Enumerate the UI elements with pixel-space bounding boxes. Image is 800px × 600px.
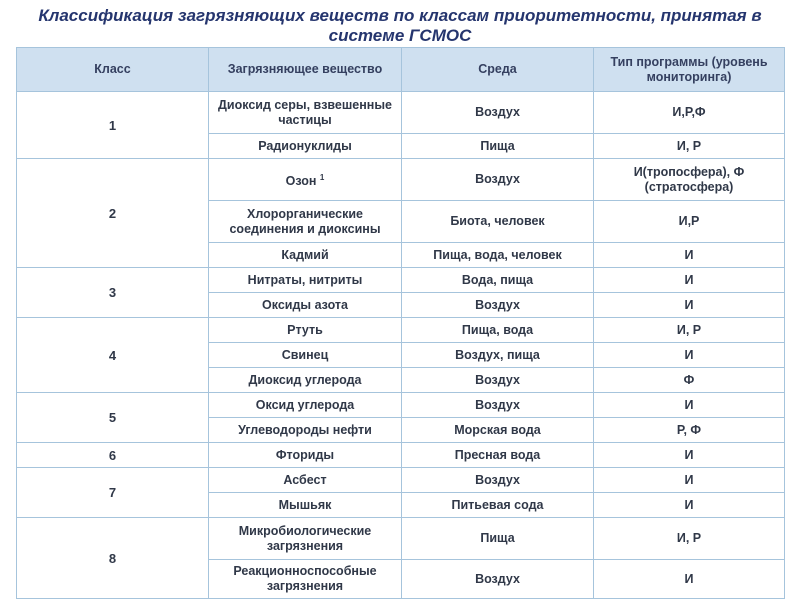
program-cell: И, Р [594,318,785,343]
class-cell: 3 [17,268,209,318]
header-program: Тип программы (уровень мониторинга) [594,48,785,92]
substance-cell: Фториды [209,443,402,468]
substance-cell: Кадмий [209,243,402,268]
program-cell: И [594,393,785,418]
program-cell: Р, Ф [594,418,785,443]
table-row [17,318,785,343]
class-cell: 4 [17,318,209,393]
program-cell: Ф [594,368,785,393]
program-cell: И(тропосфера), Ф (стратосфера) [594,159,785,201]
table-row [17,468,785,493]
substance-cell: Свинец [209,343,402,368]
medium-cell: Воздух [402,293,594,318]
page-title: Классификация загрязняющих веществ по классам приоритетности, принятая в системе ГСМОС [38,6,762,45]
substance-text: Озон [285,174,317,189]
medium-cell: Воздух [402,159,594,201]
substance-cell: Радионуклиды [209,134,402,159]
medium-cell: Воздух [402,92,594,134]
table-row [17,159,785,201]
program-cell: И, Р [594,134,785,159]
substance-cell: Диоксид углерода [209,368,402,393]
program-cell: И [594,243,785,268]
substance-cell: Хлорорганические соединения и диоксины [209,201,402,243]
class-cell: 1 [17,92,209,159]
class-cell: 8 [17,518,209,599]
substance-cell: Мышьяк [209,493,402,518]
medium-cell: Вода, пища [402,268,594,293]
substance-cell: Реакционноспособные загрязнения [209,560,402,599]
class-cell: 2 [17,159,209,268]
medium-cell: Воздух, пища [402,343,594,368]
substance-cell: Оксид углерода [209,393,402,418]
header-medium: Среда [402,48,594,92]
medium-cell: Воздух [402,468,594,493]
substance-cell: Асбест [209,468,402,493]
medium-cell: Воздух [402,368,594,393]
substance-cell: Оксиды азота [209,293,402,318]
table-row [17,92,785,134]
medium-cell: Воздух [402,560,594,599]
pollutant-classification-table [16,47,785,599]
program-cell: И, Р [594,518,785,560]
medium-cell: Пища [402,134,594,159]
medium-cell: Пища [402,518,594,560]
substance-cell: Ртуть [209,318,402,343]
table-row [17,268,785,293]
substance-cell [209,159,402,201]
medium-cell: Пресная вода [402,443,594,468]
class-cell: 7 [17,468,209,518]
program-cell: И [594,293,785,318]
program-cell: И,Р,Ф [594,92,785,134]
medium-cell: Морская вода [402,418,594,443]
medium-cell: Питьевая сода [402,493,594,518]
table-row [17,393,785,418]
class-cell: 6 [17,443,209,468]
medium-cell: Пища, вода [402,318,594,343]
program-cell: И [594,343,785,368]
program-cell: И [594,443,785,468]
table-row [17,518,785,560]
medium-cell: Пища, вода, человек [402,243,594,268]
table-row [17,443,785,468]
header-substance: Загрязняющее вещество [209,48,402,92]
program-cell: И,Р [594,201,785,243]
medium-cell: Биота, человек [402,201,594,243]
substance-cell: Микробиологические загрязнения [209,518,402,560]
program-cell: И [594,493,785,518]
header-class: Класс [17,48,209,92]
substance-cell: Углеводороды нефти [209,418,402,443]
substance-cell: Диоксид серы, взвешенные частицы [209,92,402,134]
medium-cell: Воздух [402,393,594,418]
substance-cell: Нитраты, нитриты [209,268,402,293]
footnote-mark: 1 [319,172,325,182]
program-cell: И [594,468,785,493]
table-header-row [17,48,785,92]
program-cell: И [594,560,785,599]
class-cell: 5 [17,393,209,443]
program-cell: И [594,268,785,293]
